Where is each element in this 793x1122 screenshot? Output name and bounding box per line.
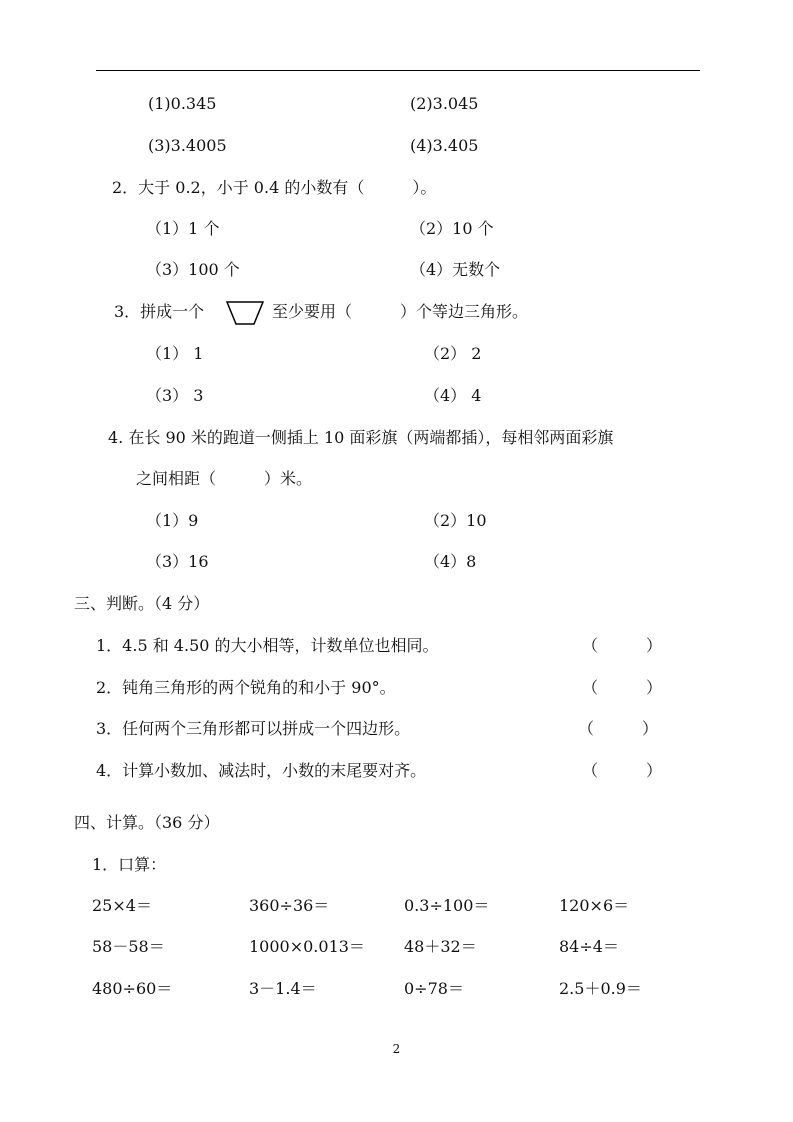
q1-option-3: (3)3.4005 [148, 136, 227, 155]
q3-question-end: 至少要用（ ）个等边三角形。 [272, 302, 529, 321]
q2-option-4: （4）无数个 [410, 260, 501, 279]
calc-r2-c4: 84÷4＝ [559, 937, 619, 956]
calc-r2-c3: 48＋32＝ [404, 937, 477, 956]
q2-option-2: （2）10 个 [410, 219, 494, 238]
section4-title: 四、计算。（36 分） [74, 813, 220, 832]
calc-r2-c2: 1000×0.013＝ [249, 937, 365, 956]
q3-option-3: （3） 3 [146, 386, 204, 405]
judge-item-4-blank[interactable]: （ ） [582, 761, 663, 780]
calc-r3-c4: 2.5＋0.9＝ [559, 979, 642, 998]
q4-option-1: （1）9 [146, 511, 199, 530]
calc-r1-c3: 0.3÷100＝ [404, 896, 490, 915]
judge-item-2: 2．钝角三角形的两个锐角的和小于 90°。 [96, 678, 396, 697]
q3-option-2: （2） 2 [424, 344, 482, 363]
trapezoid-icon [226, 300, 264, 326]
q4-option-4: （4）8 [424, 552, 477, 571]
section3-title: 三、判断。（4 分） [74, 594, 210, 613]
judge-item-3: 3．任何两个三角形都可以拼成一个四边形。 [96, 719, 411, 738]
judge-item-3-blank[interactable]: （ ） [578, 719, 659, 738]
q4-question-line1: 4. 在长 90 米的跑道一侧插上 10 面彩旗（两端都插），每相邻两面彩旗 [108, 428, 614, 447]
q1-option-4: (4)3.405 [410, 136, 479, 155]
q4-question-line2: 之间相距（ ）米。 [136, 469, 313, 488]
judge-item-2-blank[interactable]: （ ） [582, 678, 663, 697]
calc-r1-c4: 120×6＝ [559, 896, 630, 915]
section4-sub1: 1．口算： [92, 855, 167, 874]
calc-r2-c1: 58－58＝ [92, 937, 165, 956]
calc-r1-c1: 25×4＝ [92, 896, 152, 915]
judge-item-1: 1．4.5 和 4.50 的大小相等，计数单位也相同。 [96, 636, 439, 655]
judge-item-1-blank[interactable]: （ ） [582, 636, 663, 655]
q3-question-start: 3．拼成一个 [114, 302, 205, 321]
header-rule [96, 70, 700, 71]
calc-r3-c2: 3－1.4＝ [249, 979, 317, 998]
calc-r3-c1: 480÷60＝ [92, 979, 173, 998]
q3-option-4: （4） 4 [424, 386, 482, 405]
calc-r3-c3: 0÷78＝ [404, 979, 464, 998]
page-number: 2 [392, 1042, 401, 1056]
q2-option-3: （3）100 个 [146, 260, 240, 279]
calc-r1-c2: 360÷36＝ [249, 896, 330, 915]
q1-option-1: (1)0.345 [148, 94, 217, 113]
q3-option-1: （1） 1 [146, 344, 204, 363]
q1-option-2: (2)3.045 [410, 94, 479, 113]
q4-option-2: （2）10 [424, 511, 487, 530]
q2-option-1: （1）1 个 [146, 219, 220, 238]
judge-item-4: 4．计算小数加、减法时，小数的末尾要对齐。 [96, 761, 427, 780]
q4-option-3: （3）16 [146, 552, 209, 571]
q2-question: 2．大于 0.2，小于 0.4 的小数有（ ）。 [112, 178, 437, 197]
